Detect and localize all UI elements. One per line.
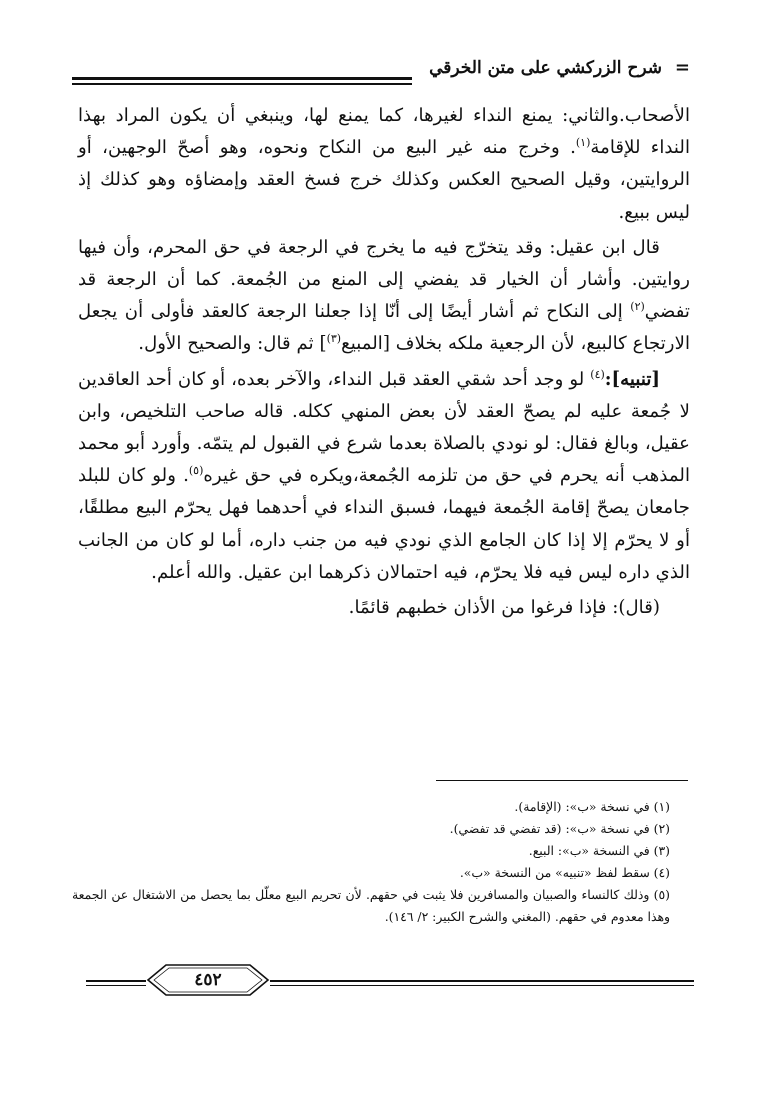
footnote-ref-2: (٢) bbox=[630, 300, 645, 314]
page-footer bbox=[86, 960, 694, 1000]
footnotes bbox=[72, 796, 692, 928]
header-mark: = bbox=[674, 57, 690, 78]
notice-label: [تنبيه]: bbox=[604, 368, 660, 390]
page-number-frame bbox=[146, 962, 270, 998]
main-text bbox=[78, 100, 690, 624]
running-header bbox=[72, 56, 690, 90]
footnote-ref-5: (٥) bbox=[188, 464, 204, 478]
footnote-rule bbox=[436, 780, 688, 781]
page-number: ٤٥٢ bbox=[194, 970, 222, 990]
paragraph-4: (قال): فإذا فرغوا من الأذان خطبهم قائمًا. bbox=[348, 597, 660, 619]
header-rule bbox=[72, 77, 412, 80]
paragraph-1: الأصحاب.والثاني: يمنع النداء لغيرها، كما يمنع لها، وينبغي أن يكون المراد بهذا النداء للإقامة$^{(١)}$. وخرج منه غير البيع من النكاح ونحوه، وهو أصحّ الوجهين، أو الروايتين، وقيل الصحيح العكس وكذلك خرج فسخ العقد وإمضاؤه وهو كذلك إذ ليس ببيع. bbox=[78, 105, 691, 223]
footnote-ref-4: (٤) bbox=[590, 367, 605, 381]
paragraph-2: قال ابن عقيل: وقد يتخرّج فيه ما يخرج في الرجعة في حق المحرم، وأن فيها روايتين. وأشار أن الخيار قد يفضي إلى المنع من الجُمعة. كما أن الرجعة قد تفضي$^{(٢)}$ إلى النكاح ثم أشار أيضًا إلى أنّا إذا جعلنا الرجعة كالعقد فأولى أن يجعل الارتجاع كالبيع، لأن الرجعية ملكه بخلاف [المبيع$^{(٣)}$] ثم قال: والصحيح الأول. bbox=[78, 236, 690, 355]
footnote-1: (١) في نسخة «ب»: (الإقامة). bbox=[514, 799, 670, 814]
footnote-ref-3: (٣) bbox=[326, 332, 342, 346]
footnote-4: (٤) سقط لفظ «تنبيه» من النسخة «ب». bbox=[459, 865, 670, 880]
header-title: شرح الزركشي على متن الخرقي bbox=[429, 58, 662, 78]
footnote-5: (٥) وذلك كالنساء والصبيان والمسافرين فلا يثبت في حقهم. لأن تحريم البيع معلّل بما يحصل من الاشتغال عن الجمعة وهذا معدوم في حقهم. (المغني والشرح الكبير: ٢/ ١٤٦). bbox=[72, 887, 670, 924]
footnote-2: (٢) في نسخة «ب»: (قد تفضي قد تفضي). bbox=[449, 821, 670, 836]
header-rule-thin bbox=[72, 83, 412, 85]
footnote-ref-1: (١) bbox=[575, 136, 591, 150]
footnote-3: (٣) في النسخة «ب»: البيع. bbox=[528, 843, 670, 858]
paragraph-3: [تنبيه]:$^{(٤)}$ لو وجد أحد شقي العقد قبل النداء، والآخر بعده، أو كان أحد العاقدين لا جُمعة عليه لم يصحّ العقد لأن بعض المنهي ككله. قاله صاحب التلخيص، وابن عقيل، وبالغ فقال: لو نودي بالصلاة بعدما شرع في القبول لم يتمّه. وأورد أبو محمد المذهب أنه يحرم في حق من تلزمه الجُمعة،ويكره في حق غيره$^{(٥)}$. ولو كان للبلد جامعان يصحّ إقامة الجُمعة فيهما، فسبق النداء في أحدهما فهل يحرّم البيع مطلقًا، أو لا يحرّم إلا إذا كان الجامع الذي نودي فيه من جنب داره، أما لو كان من الجانب الذي داره ليس فيه فلا يحرّم، فيه احتمالان ذكرهما ابن عقيل. والله أعلم. bbox=[78, 367, 690, 583]
